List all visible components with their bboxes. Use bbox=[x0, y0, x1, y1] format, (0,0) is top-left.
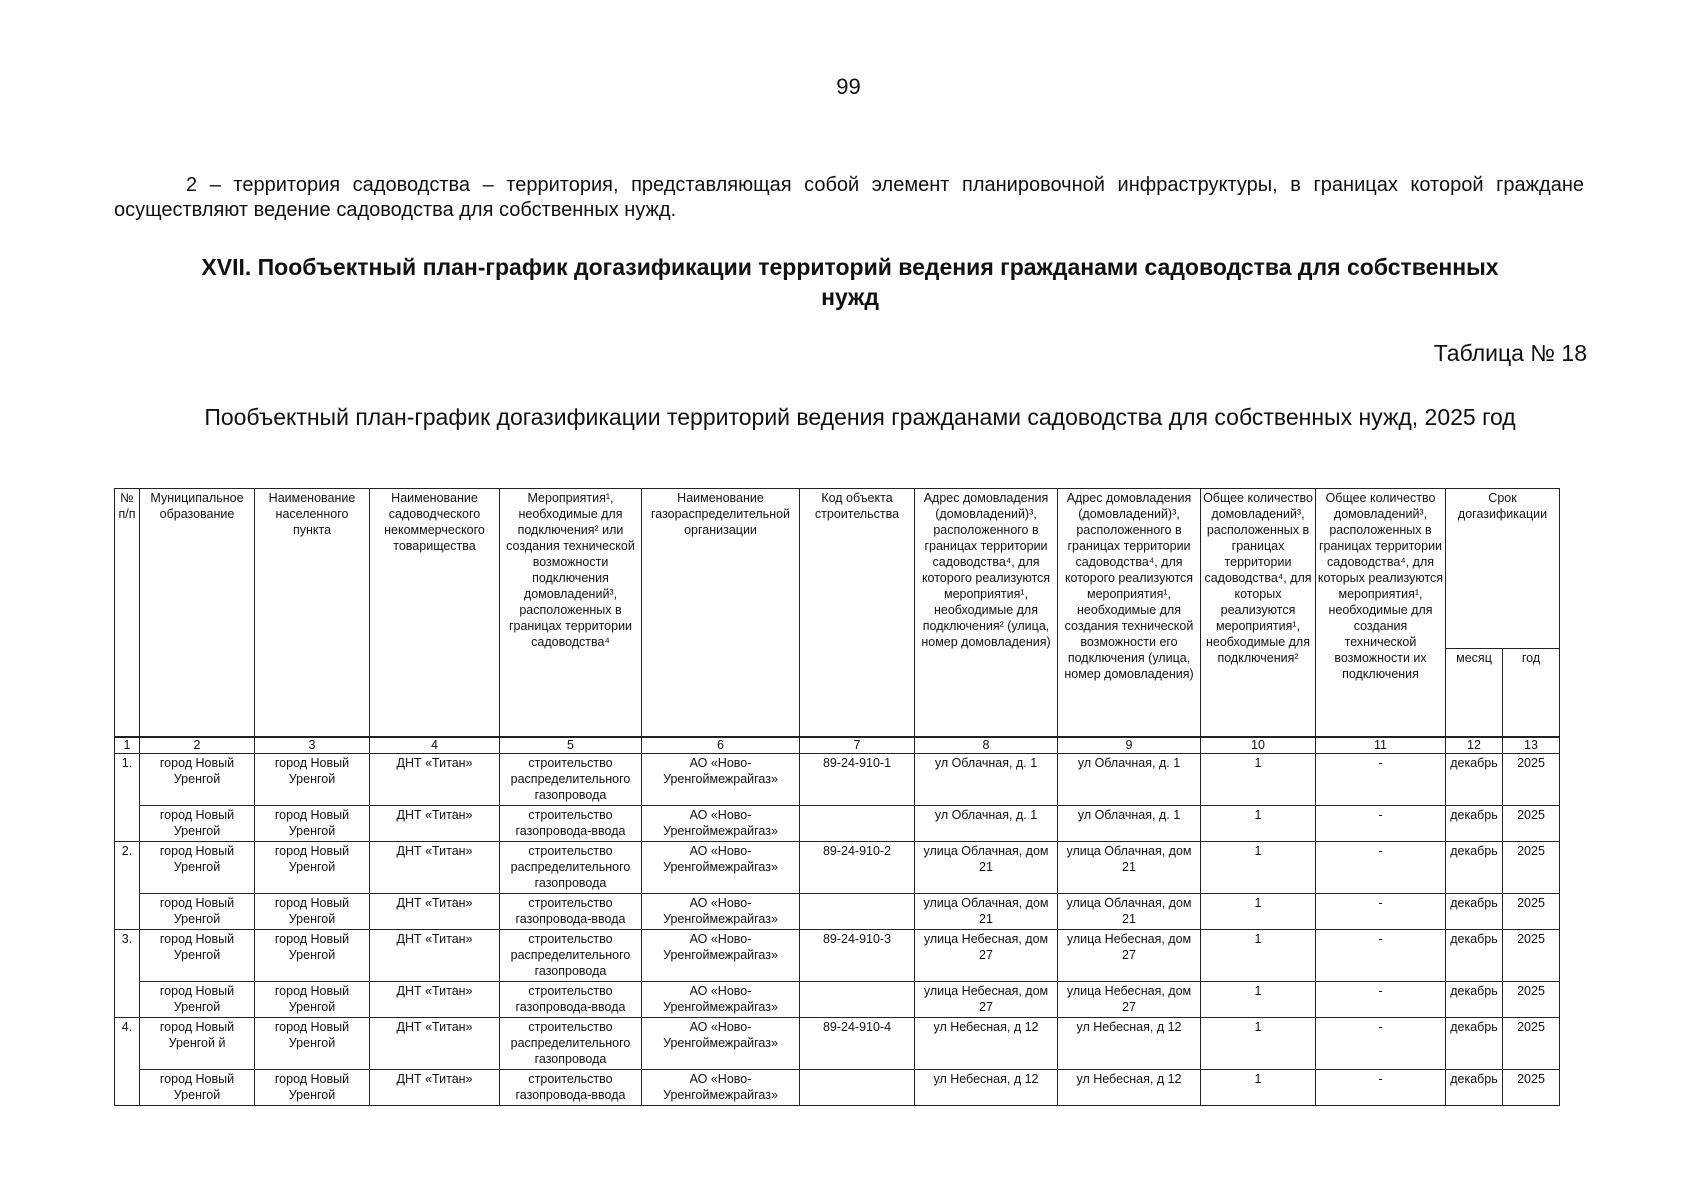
count-connection-cell: 1 bbox=[1201, 1018, 1316, 1070]
table-row bbox=[115, 754, 1560, 806]
count-technical-cell: - bbox=[1316, 894, 1446, 930]
municipality-cell: город Новый Уренгой й bbox=[140, 1018, 255, 1070]
object-code-cell-empty bbox=[800, 806, 915, 842]
settlement-cell: город Новый Уренгой bbox=[255, 1070, 370, 1106]
gas-org-cell: АО «Ново-Уренгоймежрайгаз» bbox=[642, 1018, 800, 1070]
table-row bbox=[115, 1018, 1560, 1070]
settlement-cell: город Новый Уренгой bbox=[255, 842, 370, 894]
snt-cell: ДНТ «Титан» bbox=[370, 930, 500, 982]
address-connection-cell: ул Облачная, д. 1 bbox=[915, 754, 1058, 806]
count-technical-cell: - bbox=[1316, 982, 1446, 1018]
gas-org-cell: АО «Ново-Уренгоймежрайгаз» bbox=[642, 806, 800, 842]
count-connection-cell: 1 bbox=[1201, 982, 1316, 1018]
address-technical-cell: улица Небесная, дом 27 bbox=[1058, 982, 1201, 1018]
snt-cell: ДНТ «Титан» bbox=[370, 1070, 500, 1106]
measure-cell: строительство газопровода-ввода bbox=[500, 982, 642, 1018]
municipality-cell: город Новый Уренгой bbox=[140, 982, 255, 1018]
column-number: 12 bbox=[1446, 737, 1503, 754]
object-code-cell: 89-24-910-3 bbox=[800, 930, 915, 982]
snt-cell: ДНТ «Титан» bbox=[370, 1018, 500, 1070]
municipality-cell: город Новый Уренгой bbox=[140, 806, 255, 842]
snt-cell: ДНТ «Титан» bbox=[370, 894, 500, 930]
table-row bbox=[115, 930, 1560, 982]
measure-cell: строительство газопровода-ввода bbox=[500, 1070, 642, 1106]
object-code-cell-empty bbox=[800, 894, 915, 930]
count-technical-cell: - bbox=[1316, 1070, 1446, 1106]
table-header-row bbox=[115, 489, 1560, 649]
count-connection-cell: 1 bbox=[1201, 1070, 1316, 1106]
municipality-cell: город Новый Уренгой bbox=[140, 754, 255, 806]
snt-cell: ДНТ «Титан» bbox=[370, 982, 500, 1018]
settlement-cell: город Новый Уренгой bbox=[255, 982, 370, 1018]
row-number-cell: 1. bbox=[115, 754, 140, 842]
object-code-cell-empty bbox=[800, 1070, 915, 1106]
header-count-connection: Общее количество домовладений³, расположенных в границах территории садоводства⁴, для которых реализуются мероприятия¹, необходимые для подключения² bbox=[1201, 489, 1316, 738]
table-label: Таблица № 18 bbox=[1433, 340, 1587, 366]
settlement-cell: город Новый Уренгой bbox=[255, 754, 370, 806]
row-number-cell: 4. bbox=[115, 1018, 140, 1106]
column-number: 2 bbox=[140, 737, 255, 754]
month-cell: декабрь bbox=[1446, 1018, 1503, 1070]
address-technical-cell: улица Облачная, дом 21 bbox=[1058, 894, 1201, 930]
year-cell: 2025 bbox=[1503, 806, 1560, 842]
address-technical-cell: улица Небесная, дом 27 bbox=[1058, 930, 1201, 982]
settlement-cell: город Новый Уренгой bbox=[255, 806, 370, 842]
address-technical-cell: ул Облачная, д. 1 bbox=[1058, 806, 1201, 842]
table-row bbox=[115, 894, 1560, 930]
year-cell: 2025 bbox=[1503, 842, 1560, 894]
column-number: 5 bbox=[500, 737, 642, 754]
header-settlement: Наименование населенного пункта bbox=[255, 489, 370, 738]
count-connection-cell: 1 bbox=[1201, 754, 1316, 806]
header-address-connection: Адрес домовладения (домовладений)³, расположенного в границах территории садоводства⁴, для которого реализуются мероприятия¹, необходимые для подключения² (улица, номер домовладения) bbox=[915, 489, 1058, 738]
column-number: 11 bbox=[1316, 737, 1446, 754]
year-cell: 2025 bbox=[1503, 930, 1560, 982]
header-count-technical: Общее количество домовладений³, расположенных в границах территории садоводства⁴, для которых реализуются мероприятия¹, необходимые для создания технической возможности их подключения bbox=[1316, 489, 1446, 738]
address-connection-cell: ул Небесная, д 12 bbox=[915, 1070, 1058, 1106]
snt-cell: ДНТ «Титан» bbox=[370, 842, 500, 894]
count-technical-cell: - bbox=[1316, 842, 1446, 894]
gas-org-cell: АО «Ново-Уренгоймежрайгаз» bbox=[642, 930, 800, 982]
column-number: 8 bbox=[915, 737, 1058, 754]
object-code-cell-empty bbox=[800, 982, 915, 1018]
measure-cell: строительство распределительного газопровода bbox=[500, 930, 642, 982]
header-gas-org: Наименование газораспределительной организации bbox=[642, 489, 800, 738]
column-number: 10 bbox=[1201, 737, 1316, 754]
column-number: 3 bbox=[255, 737, 370, 754]
plan-table bbox=[114, 488, 1560, 1106]
measure-cell: строительство газопровода-ввода bbox=[500, 806, 642, 842]
address-technical-cell: ул Небесная, д 12 bbox=[1058, 1018, 1201, 1070]
section-title: XVII. Пообъектный план-график догазификации территорий ведения гражданами садоводства для собственных нужд bbox=[201, 254, 1499, 310]
snt-cell: ДНТ «Титан» bbox=[370, 754, 500, 806]
object-code-cell: 89-24-910-1 bbox=[800, 754, 915, 806]
header-address-technical: Адрес домовладения (домовладений)³, расположенного в границах территории садоводства⁴, для которого реализуются мероприятия¹, необходимые для создания технической возможности его подключения (улица, номер домовладения) bbox=[1058, 489, 1201, 738]
month-cell: декабрь bbox=[1446, 930, 1503, 982]
gas-org-cell: АО «Ново-Уренгоймежрайгаз» bbox=[642, 894, 800, 930]
measure-cell: строительство распределительного газопровода bbox=[500, 842, 642, 894]
month-cell: декабрь bbox=[1446, 982, 1503, 1018]
measure-cell: строительство распределительного газопровода bbox=[500, 754, 642, 806]
column-number-row bbox=[115, 737, 1560, 754]
page-number: 99 bbox=[836, 74, 861, 99]
gas-org-cell: АО «Ново-Уренгоймежрайгаз» bbox=[642, 982, 800, 1018]
count-technical-cell: - bbox=[1316, 806, 1446, 842]
address-technical-cell: улица Облачная, дом 21 bbox=[1058, 842, 1201, 894]
row-number-cell: 3. bbox=[115, 930, 140, 1018]
count-connection-cell: 1 bbox=[1201, 842, 1316, 894]
header-snt: Наименование садоводческого некоммерческого товарищества bbox=[370, 489, 500, 738]
column-number: 9 bbox=[1058, 737, 1201, 754]
count-connection-cell: 1 bbox=[1201, 894, 1316, 930]
address-connection-cell: улица Облачная, дом 21 bbox=[915, 894, 1058, 930]
month-cell: декабрь bbox=[1446, 842, 1503, 894]
settlement-cell: город Новый Уренгой bbox=[255, 894, 370, 930]
municipality-cell: город Новый Уренгой bbox=[140, 930, 255, 982]
column-number: 13 bbox=[1503, 737, 1560, 754]
municipality-cell: город Новый Уренгой bbox=[140, 1070, 255, 1106]
month-cell: декабрь bbox=[1446, 806, 1503, 842]
header-num: № п/п bbox=[115, 489, 140, 738]
address-technical-cell: ул Небесная, д 12 bbox=[1058, 1070, 1201, 1106]
snt-cell: ДНТ «Титан» bbox=[370, 806, 500, 842]
gas-org-cell: АО «Ново-Уренгоймежрайгаз» bbox=[642, 754, 800, 806]
column-number: 1 bbox=[115, 737, 140, 754]
count-technical-cell: - bbox=[1316, 1018, 1446, 1070]
address-connection-cell: улица Небесная, дом 27 bbox=[915, 930, 1058, 982]
count-connection-cell: 1 bbox=[1201, 930, 1316, 982]
column-number: 7 bbox=[800, 737, 915, 754]
address-technical-cell: ул Облачная, д. 1 bbox=[1058, 754, 1201, 806]
month-cell: декабрь bbox=[1446, 1070, 1503, 1106]
address-connection-cell: ул Небесная, д 12 bbox=[915, 1018, 1058, 1070]
column-number: 4 bbox=[370, 737, 500, 754]
month-cell: декабрь bbox=[1446, 894, 1503, 930]
table-row bbox=[115, 982, 1560, 1018]
address-connection-cell: улица Небесная, дом 27 bbox=[915, 982, 1058, 1018]
month-cell: декабрь bbox=[1446, 754, 1503, 806]
year-cell: 2025 bbox=[1503, 1070, 1560, 1106]
municipality-cell: город Новый Уренгой bbox=[140, 894, 255, 930]
year-cell: 2025 bbox=[1503, 1018, 1560, 1070]
row-number-cell: 2. bbox=[115, 842, 140, 930]
column-number: 6 bbox=[642, 737, 800, 754]
object-code-cell: 89-24-910-4 bbox=[800, 1018, 915, 1070]
header-measures: Мероприятия¹, необходимые для подключения² или создания технической возможности подключения домовладений³, расположенных в границах территории садоводства⁴ bbox=[500, 489, 642, 738]
gas-org-cell: АО «Ново-Уренгоймежрайгаз» bbox=[642, 1070, 800, 1106]
settlement-cell: город Новый Уренгой bbox=[255, 930, 370, 982]
count-technical-cell: - bbox=[1316, 930, 1446, 982]
municipality-cell: город Новый Уренгой bbox=[140, 842, 255, 894]
year-cell: 2025 bbox=[1503, 982, 1560, 1018]
table-row bbox=[115, 1070, 1560, 1106]
count-technical-cell: - bbox=[1316, 754, 1446, 806]
table-row bbox=[115, 842, 1560, 894]
footnote-text: 2 – территория садоводства – территория, представляющая собой элемент планировочной инфраструктуры, в границах которой граждане осуществляют ведение садоводства для собственных нужд. bbox=[114, 174, 1584, 221]
gas-org-cell: АО «Ново-Уренгоймежрайгаз» bbox=[642, 842, 800, 894]
measure-cell: строительство распределительного газопровода bbox=[500, 1018, 642, 1070]
table-row bbox=[115, 806, 1560, 842]
header-municipality: Муниципальное образование bbox=[140, 489, 255, 738]
header-month: месяц bbox=[1446, 648, 1503, 737]
address-connection-cell: улица Облачная, дом 21 bbox=[915, 842, 1058, 894]
settlement-cell: город Новый Уренгой bbox=[255, 1018, 370, 1070]
measure-cell: строительство газопровода-ввода bbox=[500, 894, 642, 930]
table-caption: Пообъектный план-график догазификации территорий ведения гражданами садоводства для собственных нужд, 2025 год bbox=[204, 404, 1516, 430]
address-connection-cell: ул Облачная, д. 1 bbox=[915, 806, 1058, 842]
header-deadline-group: Срок догазификации bbox=[1446, 489, 1560, 649]
header-year: год bbox=[1503, 648, 1560, 737]
header-object-code: Код объекта строительства bbox=[800, 489, 915, 738]
year-cell: 2025 bbox=[1503, 894, 1560, 930]
year-cell: 2025 bbox=[1503, 754, 1560, 806]
object-code-cell: 89-24-910-2 bbox=[800, 842, 915, 894]
count-connection-cell: 1 bbox=[1201, 806, 1316, 842]
